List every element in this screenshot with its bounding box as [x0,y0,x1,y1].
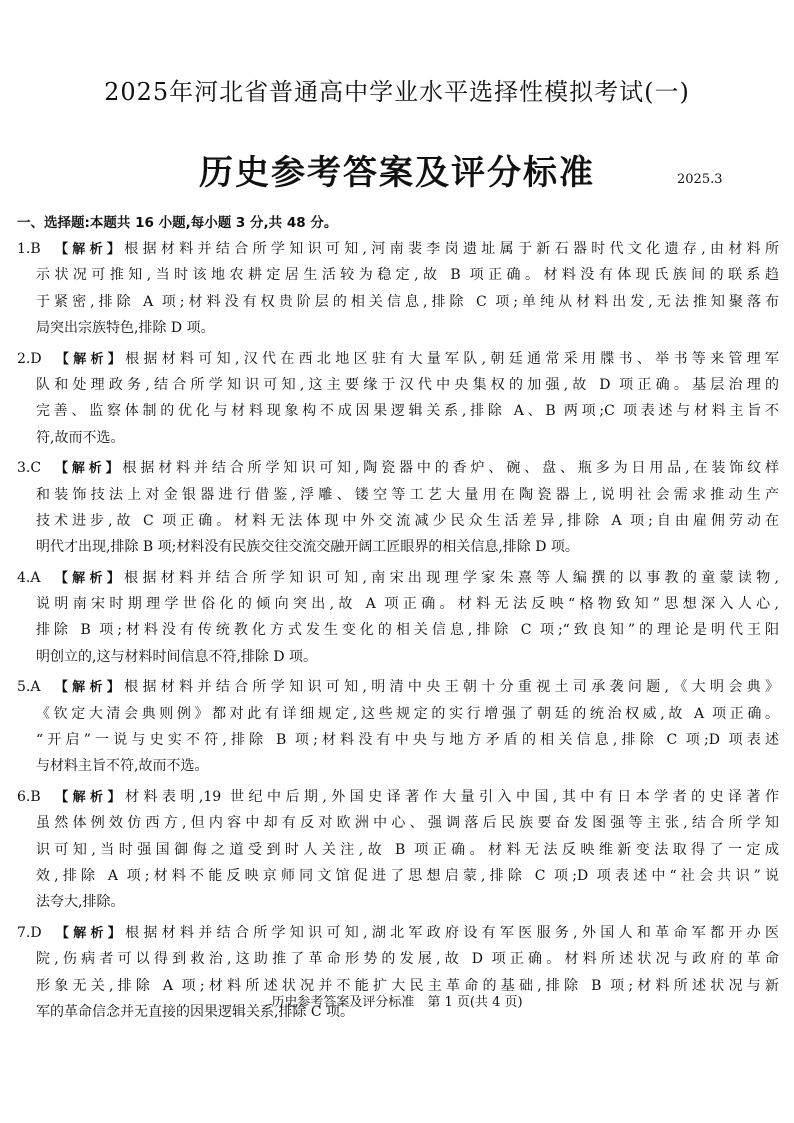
answer-line [17,617,779,643]
section-heading: 一、选择题:本题共 16 小题,每小题 3 分,共 48 分。 [17,215,338,231]
explanation-text: 队和处理政务,结合所学知识可知,这主要缘于汉代中央集权的加强,故 D 项正确。基层治理的 [36,376,779,393]
explanation-text: 排除 B 项;材料没有传统教化方式发生变化的相关信息,排除 C 项;“致良知”的理论是明代王阳 [36,622,779,639]
answer-line [17,701,779,727]
explanation-text: 虽然体例效仿西方,但内容中却有反对欧洲中心、强调落后民族要奋发图强等主张,结合所学知 [36,815,779,832]
question-number: 4. [17,569,31,586]
answer-line [17,727,779,753]
explanation-text: 与材料主旨不符,故而不选。 [36,758,209,775]
question-number: 6. [17,788,31,805]
explanation-text: 符,故而不选。 [36,429,125,446]
answer-line [17,346,779,372]
answer-letter: B [30,788,41,805]
answer-line [17,236,779,262]
answer-item [17,455,779,561]
explanation-text: 局突出宗族特色,排除 D 项。 [36,320,215,337]
exam-title: 2025年河北省普通高中学业水平选择性模拟考试(一) [104,78,690,106]
explanation-text: 效,排除 A 项;材料不能反映京师同文馆促进了思想启蒙,排除 C 项;D 项表述中“社会共识”说 [36,867,779,884]
answer-line [17,372,779,398]
explanation-text: 院,伤病者可以得到救治,这助推了革命形势的发展,故 D 项正确。材料所述状况与政府的革命 [36,951,779,968]
question-number: 3. [17,460,31,477]
answer-line [17,946,779,972]
analysis-tag: 【解析】 [51,925,126,941]
explanation-text: 技术进步,故 C 项正确。材料无法体现中外交流减少民众生活差异,排除 A 项;自由雇佣劳动在 [36,512,779,529]
explanation-text: 根据材料并结合所学知识可知,陶瓷器中的香炉、碗、盘、瓶多为日用品,在装饰纹样 [122,460,779,477]
answer-letter: B [30,241,41,257]
answer-line [17,508,779,534]
answer-line [17,591,779,617]
explanation-text: 完善、监察体制的优化与材料现象构不成因果逻辑关系,排除 A、B 两项;C 项表述与材料主旨不 [36,403,779,420]
analysis-tag: 【解析】 [50,242,125,257]
page-footer: 历史参考答案及评分标准 第 1 页(共 4 页) [271,995,523,1010]
answer-line [17,889,779,915]
answer-line [17,753,779,779]
answer-line [17,565,779,591]
answer-line [17,455,779,481]
explanation-text: 根据材料并结合所学知识可知,湖北军政府设有军医服务,外国人和革命军都开办医 [125,924,779,941]
explanation-text: 和装饰技法上对金银器进行借鉴,浮雕、镂空等工艺大量用在陶瓷器上,说明社会需求推动生产 [36,486,779,503]
question-number: 1. [17,241,31,257]
answer-letter: D [30,350,42,367]
explanation-text: 根据材料可知,汉代在西北地区驻有大量军队,朝廷通常采用牒书、举书等来管理军 [125,350,779,367]
answer-line [17,262,779,288]
answer-letter: C [30,460,42,477]
answer-letter: A [30,569,41,586]
answer-item [17,236,779,342]
answer-item [17,674,779,780]
answer-line [17,837,779,863]
analysis-tag: 【解析】 [50,789,125,805]
answer-list [17,236,779,1029]
answer-line [17,810,779,836]
answer-line [17,482,779,508]
answer-line [17,674,779,700]
analysis-tag: 【解析】 [50,680,125,696]
analysis-tag: 【解析】 [51,351,126,367]
answer-line [17,863,779,889]
explanation-text: 形象无关,排除 A 项;材料所述状况并不能扩大民主革命的基础,排除 B 项;材料所述状况与新 [36,977,779,994]
question-number: 7. [17,924,31,941]
explanation-text: 《钦定大清会典则例》都对此有详细规定,这些规定的实行增强了朝廷的统治权威,故 A 项正确。 [36,705,779,722]
explanation-text: 军的革命信念并无直接的因果逻辑关系,排除 C 项。 [36,1003,355,1020]
explanation-text: 明代才出现,排除 B 项;材料没有民族交往交流交融开阔工匠眼界的相关信息,排除 D 项。 [36,539,579,556]
answer-line [17,920,779,946]
explanation-text: 根据材料并结合所学知识可知,明清中央王朝十分重视土司承袭问题,《大明会典》 [124,679,779,696]
explanation-text: 材料表明,19 世纪中后期,外国史译著作大量引入中国,其中有日本学者的史译著作 [125,788,779,805]
explanation-text: 法夸大,排除。 [36,894,125,911]
answer-item [17,565,779,671]
answer-line [17,289,779,315]
explanation-text: 明创立的,这与材料时间信息不符,排除 D 项。 [36,648,318,665]
analysis-tag: 【解析】 [50,570,125,586]
answer-line [17,315,779,341]
question-number: 2. [17,350,31,367]
question-number: 5. [17,679,31,696]
explanation-text: “开启”一说与史实不符,排除 B 项;材料没有中央与地方矛盾的相关信息,排除 C 项;D 项表述 [36,732,779,749]
answer-line [17,534,779,560]
page-title: 历史参考答案及评分标准 [199,153,595,193]
exam-date: 2025.3 [677,172,723,187]
explanation-text: 根据材料并结合所学知识可知,河南裴李岗遗址属于新石器时代文化遗存,由材料所 [124,241,779,257]
explanation-text: 说明南宋时期理学世俗化的倾向突出,故 A 项正确。材料无法反映“格物致知”思想深入人心, [36,596,779,613]
explanation-text: 示状况可推知,当时该地农耕定居生活较为稳定,故 B 项正确。材料没有体现氏族间的联系趋 [36,267,779,284]
answer-line [17,644,779,670]
explanation-text: 根据材料并结合所学知识可知,南宋出现理学家朱熹等人编撰的以事教的童蒙读物, [124,569,779,586]
answer-line [17,784,779,810]
analysis-tag: 【解析】 [51,461,123,477]
answer-line [17,398,779,424]
answer-item [17,784,779,916]
explanation-text: 识可知,当时强国御侮之道受到时人关注,故 B 项正确。材料无法反映维新变法取得了一定成 [36,841,779,858]
explanation-text: 于紧密,排除 A 项;材料没有权贵阶层的相关信息,排除 C 项;单纯从材料出发,无法推知聚落布 [36,293,779,310]
answer-item [17,346,779,452]
answer-letter: D [30,924,42,941]
answer-line [17,425,779,451]
answer-letter: A [30,679,41,696]
